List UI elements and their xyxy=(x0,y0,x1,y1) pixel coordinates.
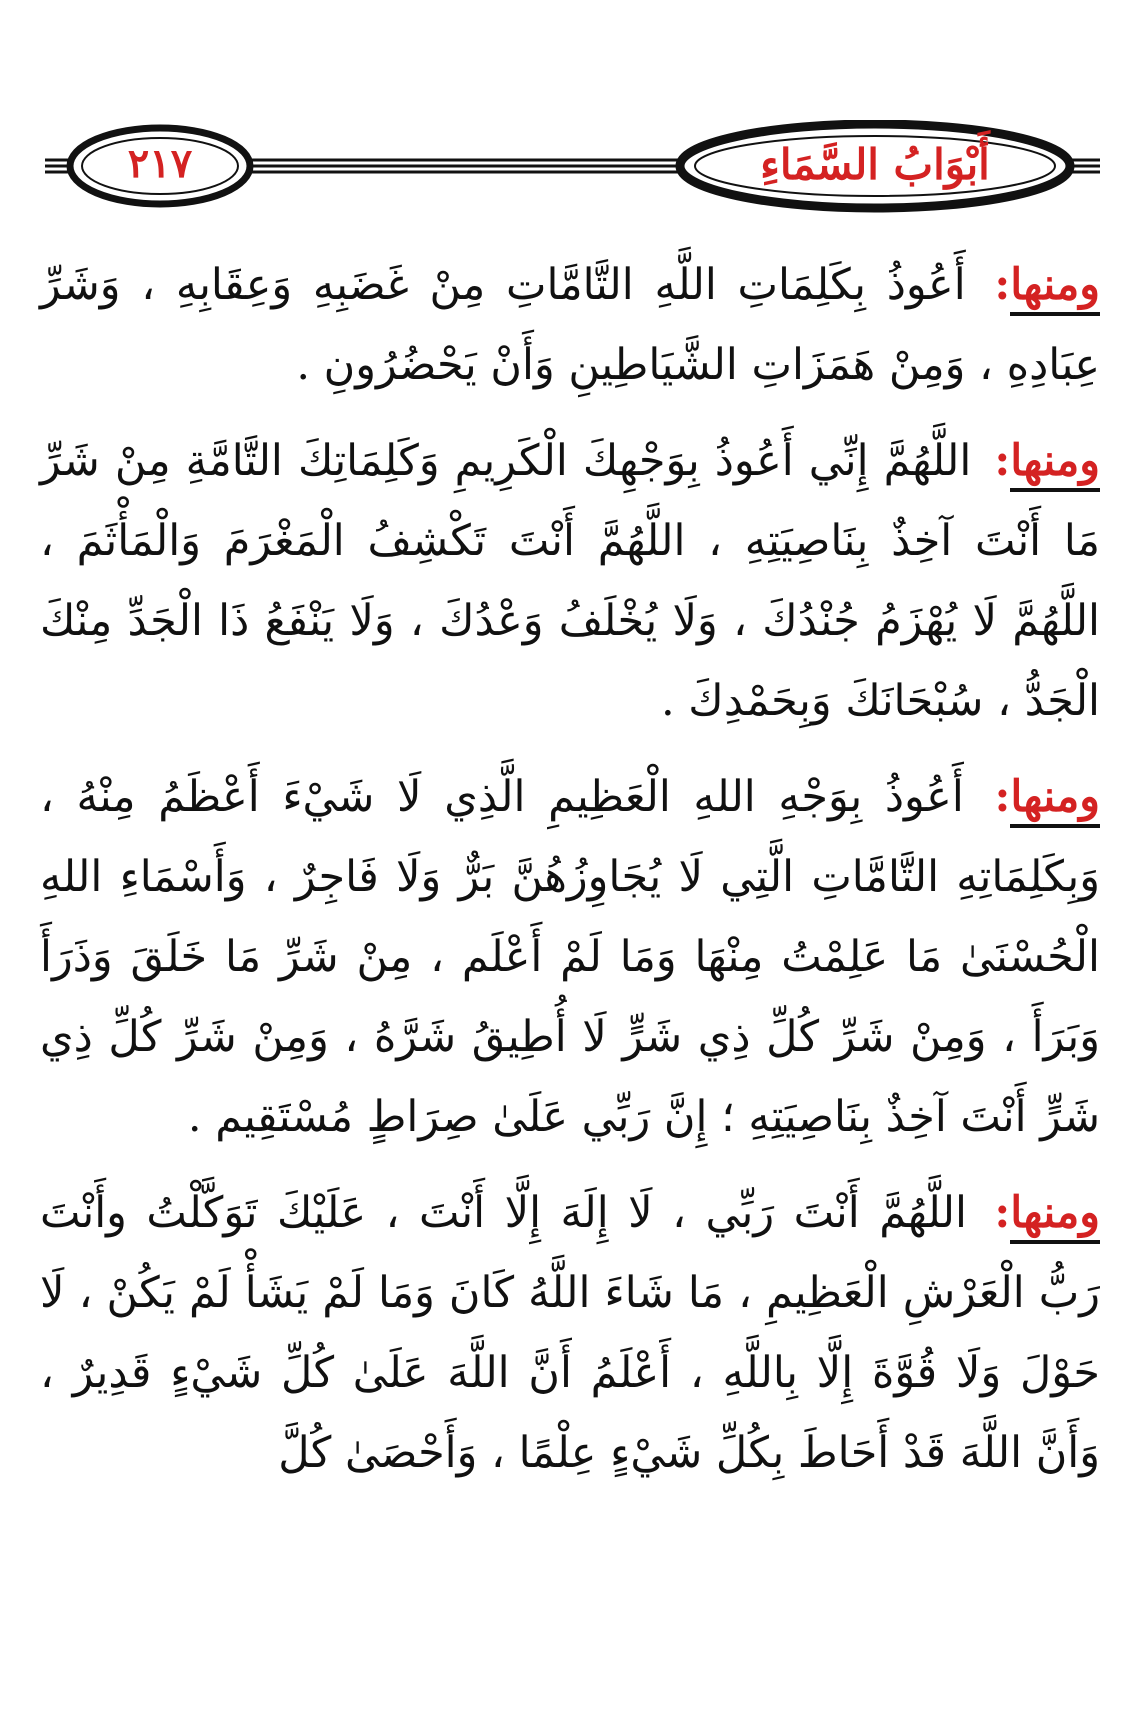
book-title: أَبْوَابُ السَّمَاءِ xyxy=(760,140,990,189)
paragraph-colon: : xyxy=(994,260,1011,310)
paragraph-1 xyxy=(40,245,1100,405)
paragraph-colon: : xyxy=(994,772,1011,822)
paragraph-lead: ومنها xyxy=(1010,1188,1100,1244)
paragraph-colon: : xyxy=(994,436,1011,486)
paragraph-lead: ومنها xyxy=(1010,436,1100,492)
paragraph-lead: ومنها xyxy=(1010,772,1100,828)
paragraph-2 xyxy=(40,421,1100,741)
paragraph-lead: ومنها xyxy=(1010,260,1100,316)
paragraph-colon: : xyxy=(994,1188,1011,1238)
page-number: ٢١٧ xyxy=(127,140,193,187)
page-header xyxy=(0,120,1132,220)
paragraph-text: أَعُوذُ بِكَلِمَاتِ اللَّهِ التَّامَّاتِ مِنْ غَضَبِهِ وَعِقَابِهِ ، وَشَرِّ عِبَادِهِ ، وَمِنْ هَمَزَاتِ الشَّيَاطِينِ وَأَنْ يَحْضُرُونِ . xyxy=(40,260,1100,390)
paragraph-3 xyxy=(40,757,1100,1157)
paragraph-text: أَعُوذُ بِوَجْهِ اللهِ الْعَظِيمِ الَّذِي لَا شَيْءَ أَعْظَمُ مِنْهُ ، وَبِكَلِمَاتِهِ التَّامَّاتِ الَّتِي لَا يُجَاوِزُهُنَّ بَرٌّ وَلَا فَاجِرٌ ، وَأَسْمَاءِ اللهِ الْحُسْنَىٰ مَا عَلِمْتُ مِنْهَا وَمَا لَمْ أَعْلَم ، مِنْ شَرِّ مَا خَلَقَ وَذَرَأَ وَبَرَأَ ، وَمِنْ شَرِّ كُلِّ ذِي شَرٍّ لَا أُطِيقُ شَرَّهُ ، وَمِنْ شَرِّ كُلِّ ذِي شَرٍّ أَنْتَ آخِذٌ بِنَاصِيَتِهِ ؛ إِنَّ رَبِّي عَلَىٰ صِرَاطٍ مُسْتَقِيم . xyxy=(40,772,1100,1142)
paragraph-text: اللَّهُمَّ أَنْتَ رَبِّي ، لَا إِلَهَ إِلَّا أَنْتَ ، عَلَيْكَ تَوَكَّلْتُ وأَنْتَ رَبُّ الْعَرْشِ الْعَظِيمِ ، مَا شَاءَ اللَّهُ كَانَ وَمَا لَمْ يَشَأْ لَمْ يَكُنْ ، لَا حَوْلَ وَلَا قُوَّةَ إِلَّا بِاللَّهِ ، أَعْلَمُ أَنَّ اللَّهَ عَلَىٰ كُلِّ شَيْءٍ قَدِيرٌ ، وَأَنَّ اللَّهَ قَدْ أَحَاطَ بِكُلِّ شَيْءٍ عِلْمًا ، وَأَحْصَىٰ كُلَّ xyxy=(40,1188,1100,1478)
paragraph-text: اللَّهُمَّ إِنِّي أَعُوذُ بِوَجْهِكَ الْكَرِيمِ وَكَلِمَاتِكَ التَّامَّةِ مِنْ شَرِّ مَا أَنْتَ آخِذٌ بِنَاصِيَتِهِ ، اللَّهُمَّ أَنْتَ تَكْشِفُ الْمَغْرَمَ وَالْمَأْثَمَ ، اللَّهُمَّ لَا يُهْزَمُ جُنْدُكَ ، وَلَا يُخْلَفُ وَعْدُكَ ، وَلَا يَنْفَعُ ذَا الْجَدِّ مِنْكَ الْجَدُّ ، سُبْحَانَكَ وَبِحَمْدِكَ . xyxy=(40,436,1100,726)
page-body xyxy=(40,245,1100,1509)
paragraph-4 xyxy=(40,1173,1100,1493)
